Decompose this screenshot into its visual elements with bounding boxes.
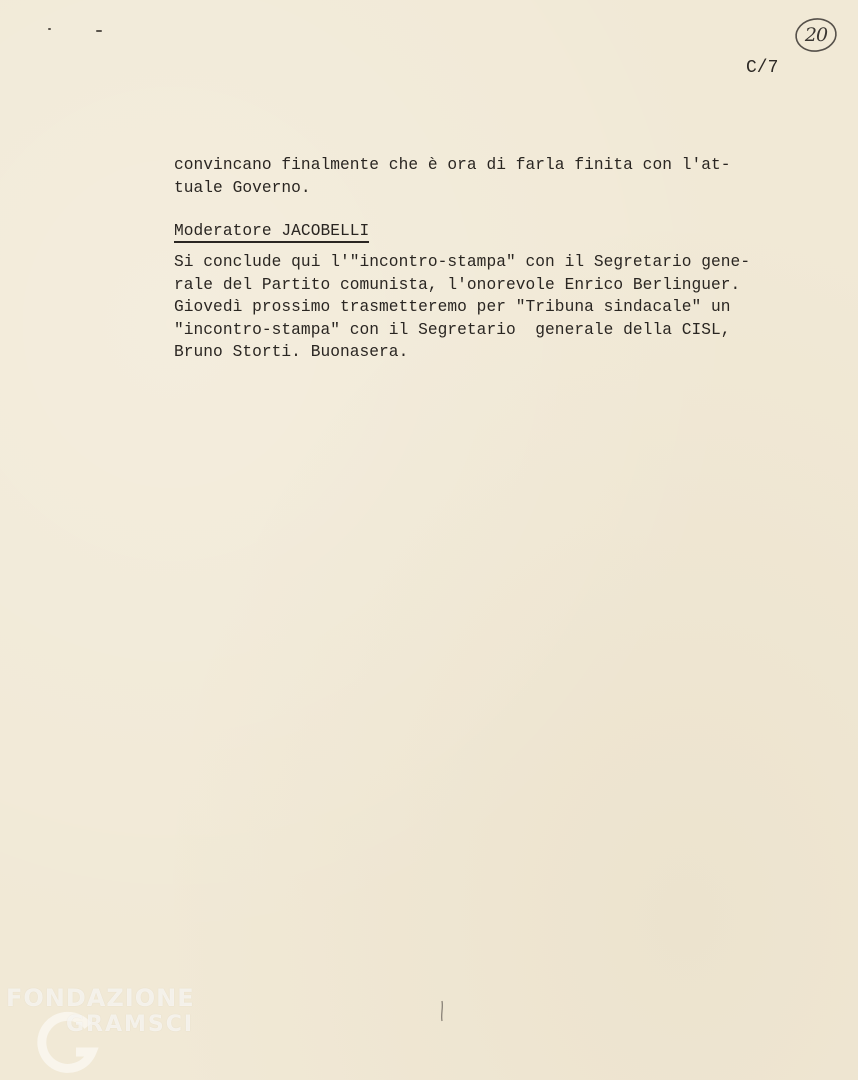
pencil-mark-icon bbox=[440, 1000, 444, 1022]
archive-watermark bbox=[6, 984, 226, 1080]
section-code: C/7 bbox=[746, 58, 779, 78]
text-line: rale del Partito comunista, l'onorevole Enrico Berlinguer. bbox=[174, 275, 741, 294]
speaker-heading: Moderatore JACOBELLI bbox=[174, 221, 369, 243]
paragraph bbox=[174, 154, 794, 199]
folio-number: 20 bbox=[804, 24, 828, 46]
text-line: tuale Governo. bbox=[174, 178, 311, 197]
folio-number-stamp bbox=[794, 16, 838, 54]
watermark-line: GRAMSCI bbox=[66, 1012, 195, 1037]
text-line: convincano finalmente che è ora di farla finita con l'at- bbox=[174, 156, 731, 174]
watermark-line: FONDAZIONE bbox=[6, 984, 195, 1012]
text-line: "incontro-stampa" con il Segretario generale della CISL, bbox=[174, 320, 731, 339]
text-line: Si conclude qui l'"incontro-stampa" con il Segretario gene- bbox=[174, 253, 751, 271]
ink-speck bbox=[48, 28, 51, 30]
ink-speck bbox=[96, 30, 102, 32]
transcript-body bbox=[174, 154, 794, 364]
text-line: Bruno Storti. Buonasera. bbox=[174, 343, 409, 361]
paragraph bbox=[174, 251, 794, 364]
text-line: Giovedì prossimo trasmetteremo per "Tribuna sindacale" un bbox=[174, 298, 731, 316]
